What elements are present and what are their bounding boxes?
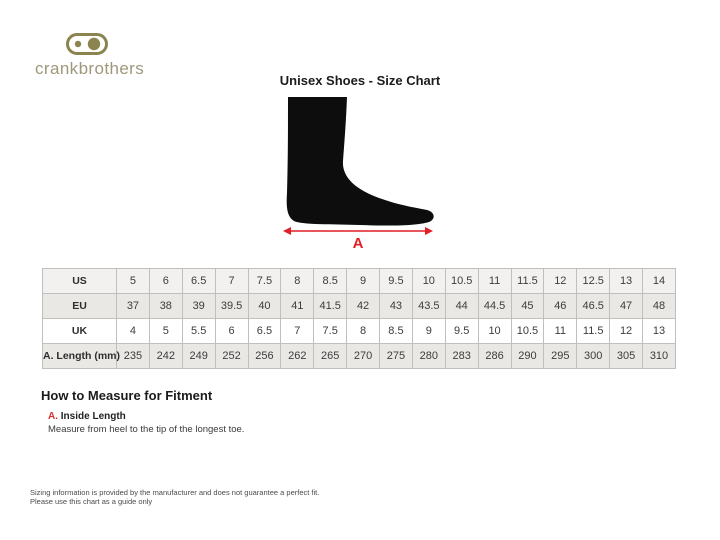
size-cell: 249 xyxy=(182,344,215,369)
table-row xyxy=(43,319,676,344)
size-cell: 41 xyxy=(281,294,314,319)
table-row xyxy=(43,269,676,294)
size-cell: 11.5 xyxy=(577,319,610,344)
size-cell: 242 xyxy=(149,344,182,369)
crankbrothers-logo-icon xyxy=(66,33,108,55)
measure-item-description: Measure from heel to the tip of the longest toe. xyxy=(48,424,245,435)
size-cell: 5 xyxy=(149,319,182,344)
size-cell: 11 xyxy=(478,269,511,294)
size-cell: 256 xyxy=(248,344,281,369)
measure-item-letter: A. xyxy=(48,411,58,422)
size-cell: 262 xyxy=(281,344,314,369)
brand-name: crankbrothers xyxy=(35,59,145,78)
size-cell: 10.5 xyxy=(511,319,544,344)
disclaimer-line-2: Please use this chart as a guide only xyxy=(30,497,153,506)
foot-silhouette-icon xyxy=(280,95,440,230)
size-cell: 300 xyxy=(577,344,610,369)
size-cell: 12 xyxy=(610,319,643,344)
size-cell: 270 xyxy=(347,344,380,369)
size-cell: 235 xyxy=(117,344,150,369)
page-title: Unisex Shoes - Size Chart xyxy=(279,73,441,88)
size-cell: 252 xyxy=(215,344,248,369)
size-cell: 43 xyxy=(380,294,413,319)
measure-section-heading: How to Measure for Fitment xyxy=(41,388,213,403)
size-cell: 12 xyxy=(544,269,577,294)
size-cell: 48 xyxy=(643,294,676,319)
size-cell: 6.5 xyxy=(182,269,215,294)
size-cell: 12.5 xyxy=(577,269,610,294)
size-cell: 6 xyxy=(149,269,182,294)
size-cell: 9 xyxy=(412,319,445,344)
size-cell: 8 xyxy=(347,319,380,344)
size-cell: 44.5 xyxy=(478,294,511,319)
measure-item-title xyxy=(48,411,126,422)
row-header: A. Length (mm) xyxy=(43,344,117,369)
size-cell: 6 xyxy=(215,319,248,344)
size-cell: 9 xyxy=(347,269,380,294)
size-cell: 10.5 xyxy=(445,269,478,294)
size-cell: 46 xyxy=(544,294,577,319)
size-cell: 41.5 xyxy=(314,294,347,319)
size-cell: 4 xyxy=(117,319,150,344)
size-cell: 310 xyxy=(643,344,676,369)
size-cell: 283 xyxy=(445,344,478,369)
size-cell: 39 xyxy=(182,294,215,319)
size-cell: 8.5 xyxy=(380,319,413,344)
table-row xyxy=(43,294,676,319)
size-cell: 40 xyxy=(248,294,281,319)
size-cell: 5 xyxy=(117,269,150,294)
size-cell: 6.5 xyxy=(248,319,281,344)
size-cell: 8 xyxy=(281,269,314,294)
size-cell: 7 xyxy=(281,319,314,344)
size-cell: 38 xyxy=(149,294,182,319)
size-cell: 305 xyxy=(610,344,643,369)
size-cell: 286 xyxy=(478,344,511,369)
size-cell: 290 xyxy=(511,344,544,369)
size-cell: 46.5 xyxy=(577,294,610,319)
size-cell: 13 xyxy=(610,269,643,294)
size-cell: 10 xyxy=(478,319,511,344)
row-header: US xyxy=(43,269,117,294)
disclaimer xyxy=(30,488,319,506)
size-cell: 7.5 xyxy=(248,269,281,294)
size-cell: 42 xyxy=(347,294,380,319)
size-cell: 37 xyxy=(117,294,150,319)
size-cell: 5.5 xyxy=(182,319,215,344)
size-table xyxy=(42,268,676,369)
table-row xyxy=(43,344,676,369)
row-header: EU xyxy=(43,294,117,319)
size-cell: 9.5 xyxy=(445,319,478,344)
disclaimer-line-1: Sizing information is provided by the manufacturer and does not guarantee a perfect fit. xyxy=(30,488,320,497)
size-cell: 7.5 xyxy=(314,319,347,344)
size-cell: 295 xyxy=(544,344,577,369)
size-cell: 47 xyxy=(610,294,643,319)
size-cell: 11 xyxy=(544,319,577,344)
size-cell: 280 xyxy=(412,344,445,369)
size-cell: 44 xyxy=(445,294,478,319)
size-cell: 11.5 xyxy=(511,269,544,294)
size-cell: 43.5 xyxy=(412,294,445,319)
size-cell: 265 xyxy=(314,344,347,369)
size-cell: 39.5 xyxy=(215,294,248,319)
size-cell: 275 xyxy=(380,344,413,369)
measure-item-name: Inside Length xyxy=(60,411,126,422)
row-header: UK xyxy=(43,319,117,344)
measurement-arrow-label: A xyxy=(352,235,364,252)
size-cell: 14 xyxy=(643,269,676,294)
size-cell: 9.5 xyxy=(380,269,413,294)
size-cell: 13 xyxy=(643,319,676,344)
size-cell: 7 xyxy=(215,269,248,294)
size-cell: 10 xyxy=(412,269,445,294)
size-table-body xyxy=(43,269,676,369)
size-cell: 8.5 xyxy=(314,269,347,294)
size-cell: 45 xyxy=(511,294,544,319)
